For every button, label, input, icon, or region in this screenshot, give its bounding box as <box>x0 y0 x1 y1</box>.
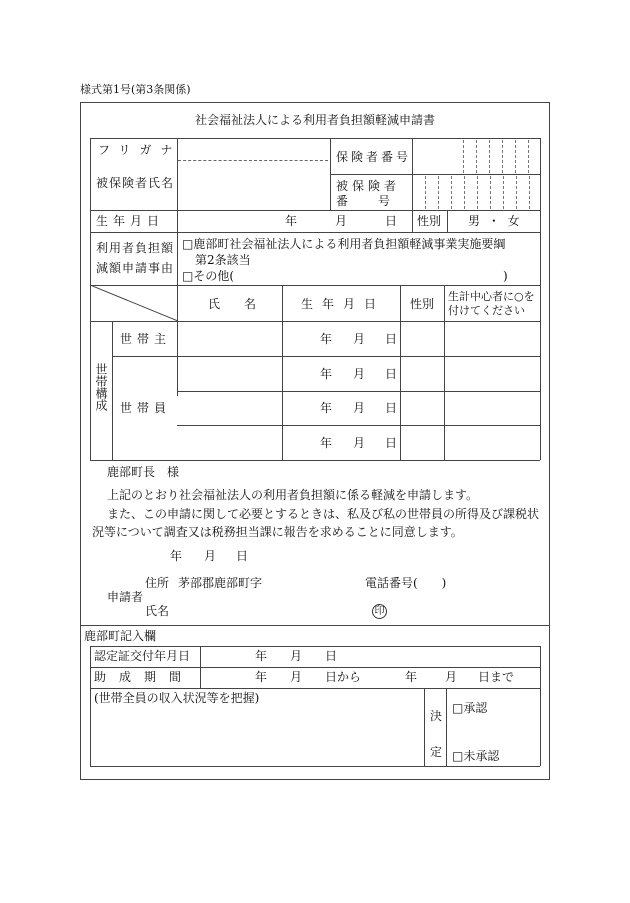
period-to-month: 月 <box>445 670 458 684</box>
office-divider <box>80 625 550 626</box>
office-table-bottom <box>90 766 540 767</box>
office-table-right <box>540 646 541 766</box>
date-day-unit: 日 <box>385 436 398 450</box>
furigana-dash-line <box>178 160 328 161</box>
insurer-number-label: 保険者番号 <box>336 150 412 164</box>
decision-col-left <box>424 688 425 766</box>
phone-label: 電話番号( ) <box>365 576 447 590</box>
reason-option-guideline[interactable]: □鹿部町社会福祉法人による利用者負担額軽減事業実施要綱 <box>182 237 506 251</box>
date-year-unit: 年 <box>320 401 333 415</box>
birth-day-unit: 日 <box>385 214 398 228</box>
applicant-name-label: 氏名 <box>145 604 170 618</box>
address-label: 住所 <box>145 576 170 590</box>
household-bottom-border <box>90 460 540 461</box>
table-right-border <box>540 138 541 460</box>
household-header-border <box>90 321 540 322</box>
period-from-day: 日から <box>325 670 362 684</box>
header-gender: 性別 <box>410 297 435 311</box>
date-year-unit: 年 <box>320 436 333 450</box>
name-row-border <box>90 210 540 211</box>
form-title: 社会福祉法人による利用者負担額軽減申請書 <box>194 113 435 127</box>
not-approved-checkbox[interactable]: □未承認 <box>452 749 500 763</box>
cert-day-unit: 日 <box>325 649 338 663</box>
decision-col-right <box>446 688 447 766</box>
reason-option-other[interactable]: □その他( <box>182 269 235 283</box>
date-day-unit: 日 <box>385 367 398 381</box>
header-head-line-1: 生計中心者に○を <box>448 290 535 303</box>
cert-month-unit: 月 <box>290 649 303 663</box>
income-note: (世帯全員の収入状況等を把握) <box>94 691 260 705</box>
household-row-border <box>112 356 540 357</box>
office-table-left <box>90 646 91 766</box>
office-row-border <box>90 688 540 689</box>
head-col-border <box>444 285 445 460</box>
office-table-top <box>90 646 540 647</box>
insurer-number-field[interactable] <box>414 140 538 173</box>
period-to-year: 年 <box>405 670 418 684</box>
declaration-line-2: また、この申請に関して必要とするときは、私及び私の世帯員の所得及び課税状 <box>107 507 540 521</box>
reason-label-2: 減額申請事由 <box>96 261 175 275</box>
household-head-label: 世帯主 <box>120 332 172 346</box>
insured-number-field[interactable] <box>414 176 538 209</box>
date-day-unit: 日 <box>385 401 398 415</box>
header-head-line-2: 付けてください <box>448 304 525 317</box>
insured-number-label-2: 番号 <box>336 194 421 208</box>
address-value: 茅部郡鹿部町字 <box>178 576 263 590</box>
reason-label-1: 利用者負担額 <box>96 241 175 255</box>
applicant-label: 申請者 <box>107 590 144 604</box>
declaration-year-unit: 年 <box>170 549 183 563</box>
approved-checkbox[interactable]: □承認 <box>452 701 488 715</box>
gender-options[interactable]: 男 ・ 女 <box>468 214 522 228</box>
form-number: 様式第1号(第3条関係) <box>80 83 191 96</box>
cert-year-unit: 年 <box>255 649 268 663</box>
declaration-month-unit: 月 <box>204 549 217 563</box>
date-year-unit: 年 <box>320 332 333 346</box>
insured-name-field[interactable] <box>179 163 328 208</box>
cert-date-label: 認定証交付年月日 <box>94 649 191 663</box>
period-from-year: 年 <box>255 670 268 684</box>
gender-col-left <box>412 210 413 232</box>
furigana-label: フリガナ <box>98 143 182 157</box>
birth-month-unit: 月 <box>335 214 348 228</box>
household-member-label: 世帯員 <box>120 401 172 415</box>
period-label: 助成期間 <box>94 670 195 684</box>
insured-name-label: 被保険者氏名 <box>96 176 175 190</box>
birth-col-border <box>282 285 283 460</box>
addressee: 鹿部町長 様 <box>107 465 180 479</box>
header-birth: 生年月日 <box>301 297 386 311</box>
household-row-border <box>177 391 540 392</box>
gender-col-right <box>447 210 448 232</box>
date-month-unit: 月 <box>353 367 366 381</box>
declaration-day-unit: 日 <box>236 549 249 563</box>
insured-number-label-1: 被保険者 <box>336 179 401 193</box>
table-top-border <box>90 138 540 139</box>
date-year-unit: 年 <box>320 367 333 381</box>
date-month-unit: 月 <box>353 332 366 346</box>
period-to-day: 日まで <box>478 670 515 684</box>
declaration-line-3: 況等について調査又は税務担当課に報告を求めることに同意します。 <box>92 525 463 539</box>
household-section-label: 世帯構成 <box>94 363 108 411</box>
decision-label-2: 定 <box>430 745 443 759</box>
reason-other-close: ) <box>503 269 508 283</box>
birth-row-border <box>90 232 540 233</box>
date-day-unit: 日 <box>385 332 398 346</box>
declaration-line-1: 上記のとおり社会福祉法人の利用者負担額に係る軽減を申請します。 <box>107 488 479 502</box>
label-col-border <box>177 138 178 396</box>
header-diagonal <box>90 285 178 321</box>
birth-label: 生年月日 <box>96 214 165 228</box>
gender-col-border <box>400 285 401 460</box>
insurer-row-border <box>330 174 540 175</box>
seal-mark: 印 <box>372 604 387 619</box>
decision-label-1: 決 <box>430 709 443 723</box>
date-month-unit: 月 <box>353 436 366 450</box>
header-name: 氏 名 <box>208 297 257 311</box>
office-section-label: 鹿部町記入欄 <box>84 629 157 643</box>
reason-option-guideline-cont: 第2条該当 <box>195 253 251 267</box>
household-row-border <box>177 425 540 426</box>
date-month-unit: 月 <box>353 401 366 415</box>
furigana-field[interactable] <box>179 140 328 158</box>
birth-year-unit: 年 <box>285 214 298 228</box>
gender-label: 性別 <box>417 214 442 228</box>
period-from-month: 月 <box>290 670 303 684</box>
section-col-border <box>112 321 113 460</box>
office-row-border <box>90 667 540 668</box>
